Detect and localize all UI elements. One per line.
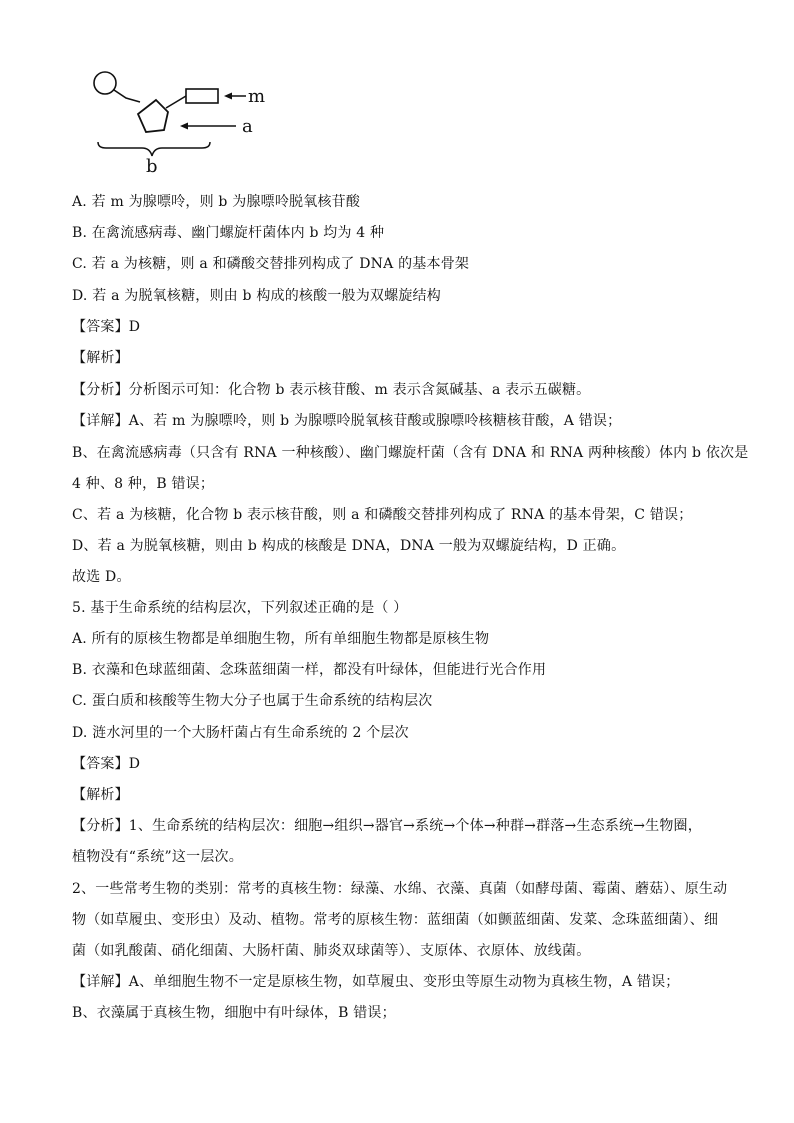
q5-option-c: C. 蛋白质和核酸等生物大分子也属于生命系统的结构层次 (72, 693, 433, 709)
q4-detail-a: 【详解】A、若 m 为腺嘌呤，则 b 为腺嘌呤脱氧核苷酸或腺嘌呤核糖核苷酸，A 错误； (72, 413, 622, 429)
q5-option-d: D. 涟水河里的一个大肠杆菌占有生命系统的 2 个层次 (72, 725, 409, 741)
q4-analysis-label: 【解析】 (72, 350, 129, 366)
label-m: m (248, 86, 266, 107)
phosphate-bond (114, 90, 140, 102)
q5-analysis-line-1: 【分析】1、生命系统的结构层次：细胞→组织→器官→系统→个体→种群→群落→生态系统→生物圈， (72, 818, 702, 834)
q5-detail-a: 【详解】A、单细胞生物不一定是原核生物，如草履虫、变形虫等原生动物为真核生物，A 错误； (72, 974, 680, 990)
q5-stem: 5. 基于生命系统的结构层次，下列叙述正确的是（ ） (72, 600, 408, 616)
q5-analysis-line-2: 植物没有“系统”这一层次。 (72, 849, 243, 865)
q4-option-a: A. 若 m 为腺嘌呤，则 b 为腺嘌呤脱氧核苷酸 (72, 194, 361, 210)
q5-analysis-line-4: 物（如草履虫、变形虫）及动、植物。常考的原核生物：蓝细菌（如颤蓝细菌、发菜、念珠蓝细菌）、细 (72, 912, 719, 928)
q5-detail-b: B、衣藻属于真核生物，细胞中有叶绿体，B 错误； (72, 1005, 396, 1021)
label-a: a (242, 116, 253, 137)
phosphate-circle (94, 72, 116, 94)
q5-option-b: B. 衣藻和色球蓝细菌、念珠蓝细菌一样，都没有叶绿体，但能进行光合作用 (72, 662, 547, 678)
q4-answer: 【答案】D (72, 319, 141, 335)
label-b: b (146, 156, 158, 176)
brace-b (98, 142, 210, 156)
q5-analysis-line-5: 菌（如乳酸菌、硝化细菌、大肠杆菌、肺炎双球菌等）、支原体、衣原体、放线菌。 (72, 943, 591, 959)
arrow-m-head (224, 93, 232, 100)
q4-detail-b-cont: 4 种、8 种，B 错误； (72, 476, 215, 492)
q4-detail-d: D、若 a 为脱氧核糖，则由 b 构成的核酸是 DNA，DNA 一般为双螺旋结构，D 正确。 (72, 538, 626, 554)
q5-option-a: A. 所有的原核生物都是单细胞生物，所有单细胞生物都是原核生物 (72, 631, 490, 647)
q4-option-d: D. 若 a 为脱氧核糖，则由 b 构成的核酸一般为双螺旋结构 (72, 288, 441, 304)
nucleotide-diagram (88, 68, 288, 176)
q5-analysis-line-3: 2、一些常考生物的类别：常考的真核生物：绿藻、水绵、衣藻、真菌（如酵母菌、霉菌、蘑菇）、原生动 (72, 881, 728, 897)
q4-detail-c: C、若 a 为核糖，化合物 b 表示核苷酸，则 a 和磷酸交替排列构成了 RNA 的基本骨架，C 错误； (72, 507, 693, 523)
q4-option-b: B. 在禽流感病毒、幽门螺旋杆菌体内 b 均为 4 种 (72, 225, 385, 241)
base-rect (186, 89, 218, 103)
q4-detail-b: B、在禽流感病毒（只含有 RNA 一种核酸）、幽门螺旋杆菌（含有 DNA 和 RNA 两种核酸）体内 b 依次是 (72, 445, 749, 461)
ring-to-base-bond (166, 96, 186, 108)
q4-conclusion: 故选 D。 (72, 569, 131, 585)
arrow-a-head (180, 123, 188, 130)
q4-option-c: C. 若 a 为核糖，则 a 和磷酸交替排列构成了 DNA 的基本骨架 (72, 256, 470, 272)
q5-analysis-label: 【解析】 (72, 787, 129, 803)
q5-answer: 【答案】D (72, 756, 141, 772)
q4-analysis: 【分析】分析图示可知：化合物 b 表示核苷酸、m 表示含氮碱基、a 表示五碳糖。 (72, 382, 591, 398)
pentose-ring (138, 100, 168, 132)
